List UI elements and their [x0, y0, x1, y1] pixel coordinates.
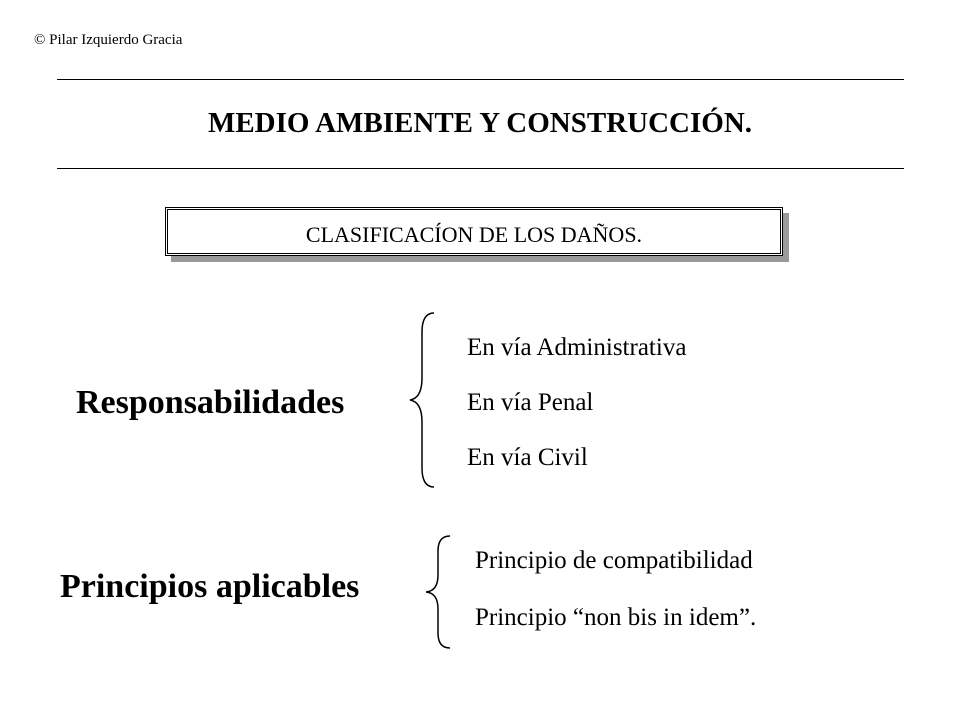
bottom-divider: [57, 168, 904, 169]
principio-item: Principio “non bis in idem”.: [475, 604, 757, 631]
top-divider: [57, 79, 904, 80]
copyright-text: © Pilar Izquierdo Gracia: [34, 32, 183, 48]
responsabilidad-item: En vía Administrativa: [467, 334, 687, 361]
principios-brace-icon: [420, 533, 454, 651]
principio-item: Principio de compatibilidad: [475, 547, 753, 574]
page-title: MEDIO AMBIENTE Y CONSTRUCCIÓN.: [207, 107, 753, 139]
section-box: [165, 207, 783, 256]
responsabilidades-brace-icon: [404, 310, 438, 490]
responsabilidades-label: Responsabilidades: [76, 384, 345, 421]
principios-label: Principios aplicables: [60, 568, 360, 605]
section-box-label: CLASIFICACÍON DE LOS DAÑOS.: [305, 221, 643, 247]
responsabilidad-item: En vía Civil: [467, 444, 588, 471]
responsabilidad-item: En vía Penal: [467, 389, 594, 416]
